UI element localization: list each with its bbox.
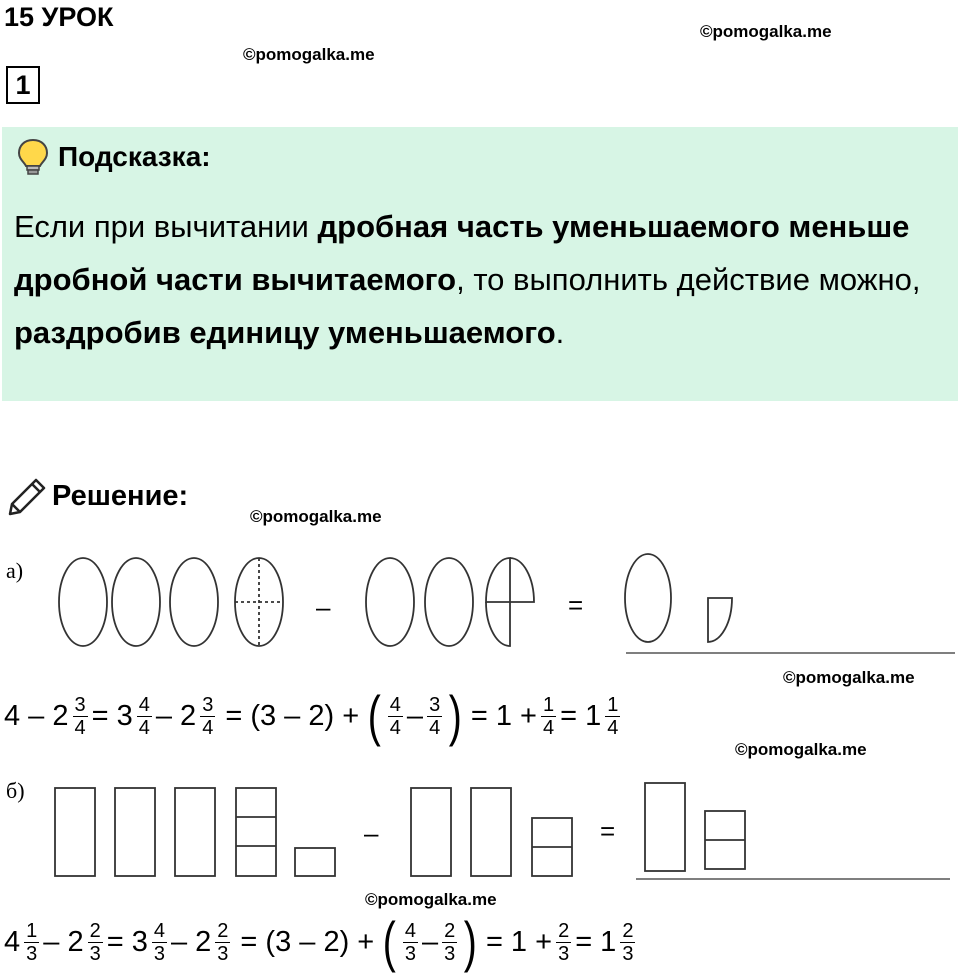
lightbulb-icon [16,138,50,176]
equals-sign: = [568,590,584,620]
solution-heading: Решение: [52,480,189,512]
watermark: ©pomogalka.me [783,668,915,687]
lesson-title: 15 УРОК [4,2,114,32]
watermark: ©pomogalka.me [700,22,832,41]
equation-b: 4 $\frac{1}{3}$ – 2 $\frac{2}{3}$ = 3 $\frac{4}{3}$ – 2 $\frac{2}{3}$ = (3 – 2) + ( $\frac{4}{3}$ – $\frac{2}{3}$ ) = 1 + $\frac{2}{3}$ = 1 $\frac{2}{3}$ [4,910,634,973]
watermark: ©pomogalka.me [365,890,497,909]
part-b-figure [0,775,960,890]
watermark: ©pomogalka.me [735,740,867,759]
part-a-figure [0,545,960,665]
watermark: ©pomogalka.me [250,507,382,526]
hint-text: Если при вычитании дробная часть уменьшаемого меньше дробной части вычитаемого, то выполнить действие можно, раздробив единицу уменьшаемого. [14,209,921,350]
part-b-label: б) [6,778,25,803]
part-a-label: а) [6,558,24,583]
task-number: 1 [6,66,40,104]
hint-heading: Подсказка: [58,141,211,172]
equation-a: 4 – 2 $\frac{3}{4}$ = 3 $\frac{4}{4}$ – 2 $\frac{3}{4}$ = (3 – 2) + ( $\frac{4}{4}$ – $\frac{3}{4}$ ) = 1 + $\frac{1}{4}$ = 1 $\frac{1}{4}$ [4,684,619,747]
minus-sign: – [364,818,379,848]
pencil-icon [6,476,48,518]
watermark: ©pomogalka.me [243,45,375,64]
minus-sign: – [316,592,331,622]
equals-sign: = [600,816,616,846]
